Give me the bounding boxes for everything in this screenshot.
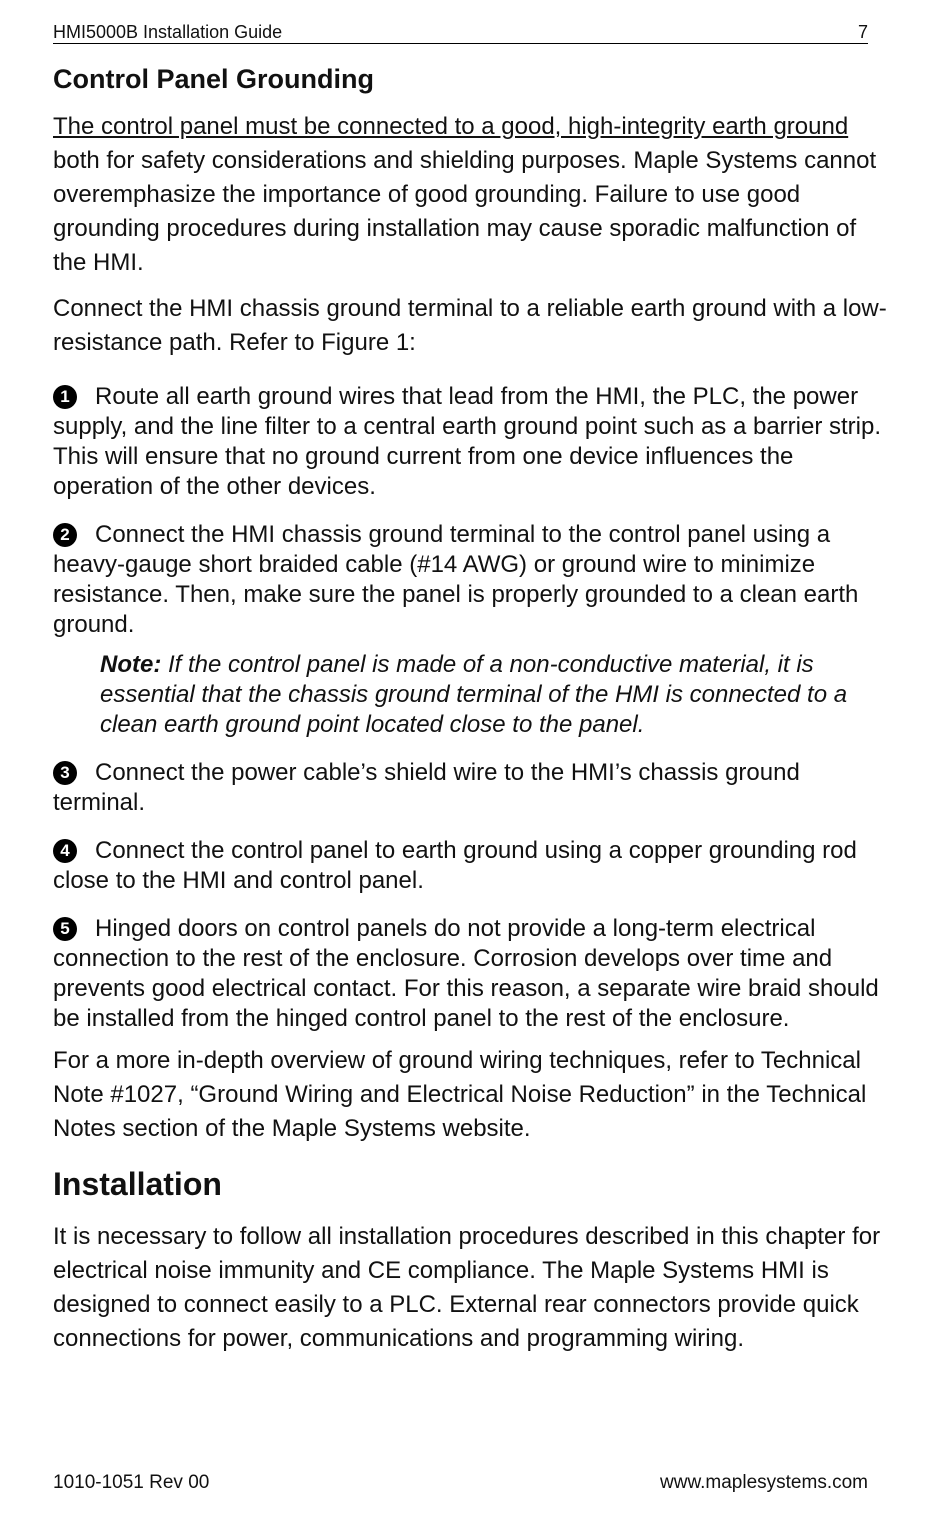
installation-heading: Installation xyxy=(53,1166,222,1202)
installation-paragraph: It is necessary to follow all installation procedures described in this chapter for electrical noise immunity and CE compliance. The Maple Systems HMI is designed to connect easily to a PLC. External rear connectors provide quick connections for power, communications and programming wiring. xyxy=(53,1223,881,1352)
step-4-text: Connect the control panel to earth ground using a copper grounding rod close to the HMI and control panel. xyxy=(53,837,857,894)
grounding-intro-underlined: The control panel must be connected to a good, high-integrity earth ground xyxy=(53,113,849,140)
grounding-heading: Control Panel Grounding xyxy=(53,64,374,94)
step-number-4-icon: 4 xyxy=(53,839,77,863)
step-5-text: Hinged doors on control panels do not provide a long-term electrical connection to the rest of the enclosure. Corrosion develops over time and prevents good electrical contact. For this reason, a separate wire braid should be installed from the hinged control panel to the rest of the enclosure. xyxy=(53,915,879,1032)
page-content xyxy=(53,62,893,1368)
step-number-1-icon: 1 xyxy=(53,385,77,409)
grounding-step-4 xyxy=(53,836,893,896)
step-number-2-icon: 2 xyxy=(53,523,77,547)
grounding-intro-paragraph xyxy=(53,110,893,280)
step-number-5-icon: 5 xyxy=(53,917,77,941)
grounding-reference-paragraph: For a more in-depth overview of ground wiring techniques, refer to Technical Note #1027, “Ground Wiring and Electrical Noise Reduction” in the Technical Notes section of the Maple Systems website. xyxy=(53,1047,867,1142)
grounding-step-1 xyxy=(53,382,893,502)
note-text: If the control panel is made of a non-conductive material, it is essential that the chassis ground terminal of the HMI is connected to a clean earth ground point located close to the panel. xyxy=(100,651,848,738)
header-title: HMI5000B Installation Guide xyxy=(53,22,283,42)
grounding-connect-paragraph: Connect the HMI chassis ground terminal to a reliable earth ground with a low-resistance path. Refer to Figure 1: xyxy=(53,295,887,356)
grounding-intro-rest: both for safety considerations and shielding purposes. Maple Systems cannot overemphasize the importance of good grounding. Failure to use good grounding procedures during installation may cause sporadic malfunction of the HMI. xyxy=(53,147,877,276)
page-header xyxy=(53,22,868,44)
step-3-text: Connect the power cable’s shield wire to the HMI’s chassis ground terminal. xyxy=(53,759,800,816)
footer-doc-number: 1010-1051 Rev 00 xyxy=(53,1472,210,1493)
note-label: Note: xyxy=(100,651,162,678)
step-2-text: Connect the HMI chassis ground terminal to the control panel using a heavy-gauge short braided cable (#14 AWG) or ground wire to minimize resistance. Then, make sure the panel is properly grounded to a clean earth ground. xyxy=(53,521,859,638)
grounding-step-5 xyxy=(53,914,893,1034)
footer-website: www.maplesystems.com xyxy=(660,1472,868,1493)
grounding-step-2 xyxy=(53,520,893,640)
header-page-number: 7 xyxy=(857,22,868,42)
grounding-note xyxy=(100,650,895,740)
grounding-step-3 xyxy=(53,758,893,818)
step-number-3-icon: 3 xyxy=(53,761,77,785)
step-1-text: Route all earth ground wires that lead from the HMI, the PLC, the power supply, and the line filter to a central earth ground point such as a barrier strip. This will ensure that no ground current from one device influences the operation of the other devices. xyxy=(53,383,882,500)
